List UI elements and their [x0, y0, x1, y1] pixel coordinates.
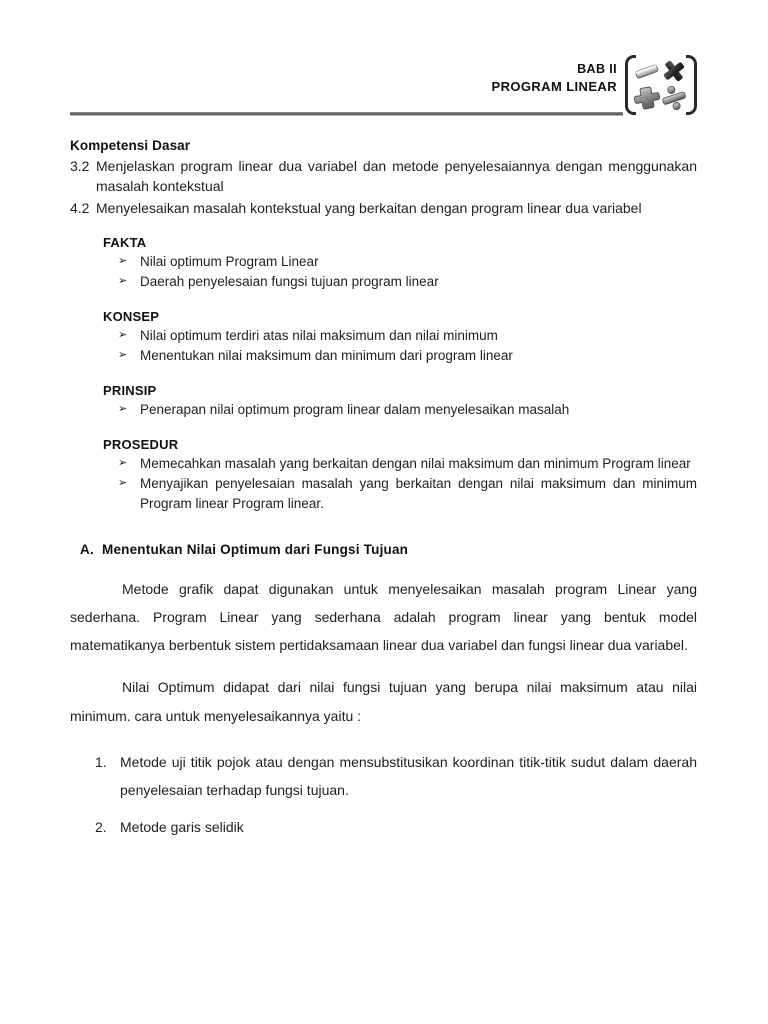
arrowhead-bullet-icon: ➢ — [118, 253, 128, 267]
list-item-number: 2. — [95, 818, 107, 835]
kompetensi-item-text: Menjelaskan program linear dua variabel dan metode penyelesaiannya dengan menggunakan masalah kontekstual — [96, 158, 697, 195]
category-title: KONSEP — [103, 308, 160, 324]
header-divider-rule — [70, 112, 623, 117]
list-item-text: Metode uji titik pojok atau dengan mensubstitusikan koordinan titik-titik sudut dalam daerah penyelesaian terhadap fungsi tujuan. — [120, 753, 697, 799]
header-chapter-label: BAB II — [577, 62, 617, 76]
list-item-text: Penerapan nilai optimum program linear dalam menyelesaikan masalah — [140, 401, 570, 417]
category-title: PROSEDUR — [103, 436, 179, 452]
list-item-text: Menentukan nilai maksimum dan minimum dari program linear — [140, 347, 513, 363]
body-paragraph: Metode grafik dapat digunakan untuk menyelesaikan masalah program Linear yang sederhana. Program Linear yang sederhana adalah program linear yang bentuk model matematikanya berbentuk sistem pertidaksamaan linear dua variabel dan fungsi linear dua variabel. — [70, 580, 697, 654]
category-list — [103, 252, 697, 292]
category-list — [103, 400, 697, 420]
arrowhead-bullet-icon: ➢ — [118, 455, 128, 469]
list-item — [118, 400, 697, 420]
arrowhead-bullet-icon: ➢ — [118, 327, 128, 341]
list-item — [95, 748, 697, 805]
page-header — [70, 55, 695, 117]
list-item-text: Nilai optimum Program Linear — [140, 253, 319, 269]
list-item — [118, 346, 697, 366]
plus-icon — [634, 85, 660, 111]
divide-icon — [661, 85, 687, 111]
section-a-heading — [80, 542, 697, 557]
list-item — [118, 272, 697, 292]
arrowhead-bullet-icon: ➢ — [118, 401, 128, 415]
kompetensi-dasar-heading: Kompetensi Dasar — [70, 138, 191, 153]
category-block-fakta — [103, 235, 697, 292]
list-item — [118, 326, 697, 346]
section-a-letter: A. — [80, 541, 94, 557]
math-operators-badge — [625, 55, 697, 115]
section-a-title: Menentukan Nilai Optimum dari Fungsi Tujuan — [102, 541, 409, 557]
category-list — [103, 326, 697, 366]
kompetensi-item-number: 4.2 — [70, 199, 90, 216]
kompetensi-item — [70, 198, 697, 218]
kompetensi-item — [70, 156, 697, 197]
category-block-prosedur — [103, 437, 697, 514]
list-item-text: Daerah penyelesaian fungsi tujuan program linear — [140, 273, 439, 289]
header-chapter-title: PROGRAM LINEAR — [491, 79, 617, 95]
category-block-prinsip — [103, 383, 697, 420]
list-item — [118, 454, 697, 474]
category-list — [103, 454, 697, 514]
kompetensi-item-number: 3.2 — [70, 158, 90, 174]
list-item-text: Menyajikan penyelesaian masalah yang berkaitan dengan nilai maksimum dan minimum Program linear Program linear. — [140, 475, 697, 511]
list-item-text: Metode garis selidik — [120, 818, 244, 835]
list-item — [95, 813, 697, 841]
rule-bottom-band — [70, 115, 623, 116]
arrowhead-bullet-icon: ➢ — [118, 347, 128, 361]
multiply-icon — [661, 58, 687, 84]
category-block-konsep — [103, 309, 697, 366]
category-title: PRINSIP — [103, 382, 157, 398]
arrowhead-bullet-icon: ➢ — [118, 273, 128, 287]
list-item — [118, 474, 697, 514]
list-item-text: Memecahkan masalah yang berkaitan dengan nilai maksimum dan minimum Program linear — [140, 455, 691, 471]
list-item-text: Nilai optimum terdiri atas nilai maksimum dan nilai minimum — [140, 327, 498, 343]
minus-icon — [634, 59, 660, 85]
math-symbol-grid — [634, 58, 688, 112]
body-paragraph: Nilai Optimum didapat dari nilai fungsi tujuan yang berupa nilai maksimum atau nilai minimum. cara untuk menyelesaikannya yaitu : — [70, 679, 697, 724]
list-item-number: 1. — [95, 753, 107, 770]
header-title-group — [492, 60, 618, 97]
category-title: FAKTA — [103, 234, 147, 250]
list-item — [118, 252, 697, 272]
method-numbered-list — [70, 748, 697, 841]
arrowhead-bullet-icon: ➢ — [118, 475, 128, 489]
kompetensi-item-text: Menyelesaikan masalah kontekstual yang berkaitan dengan program linear dua variabel — [96, 199, 642, 216]
document-body — [70, 138, 697, 849]
